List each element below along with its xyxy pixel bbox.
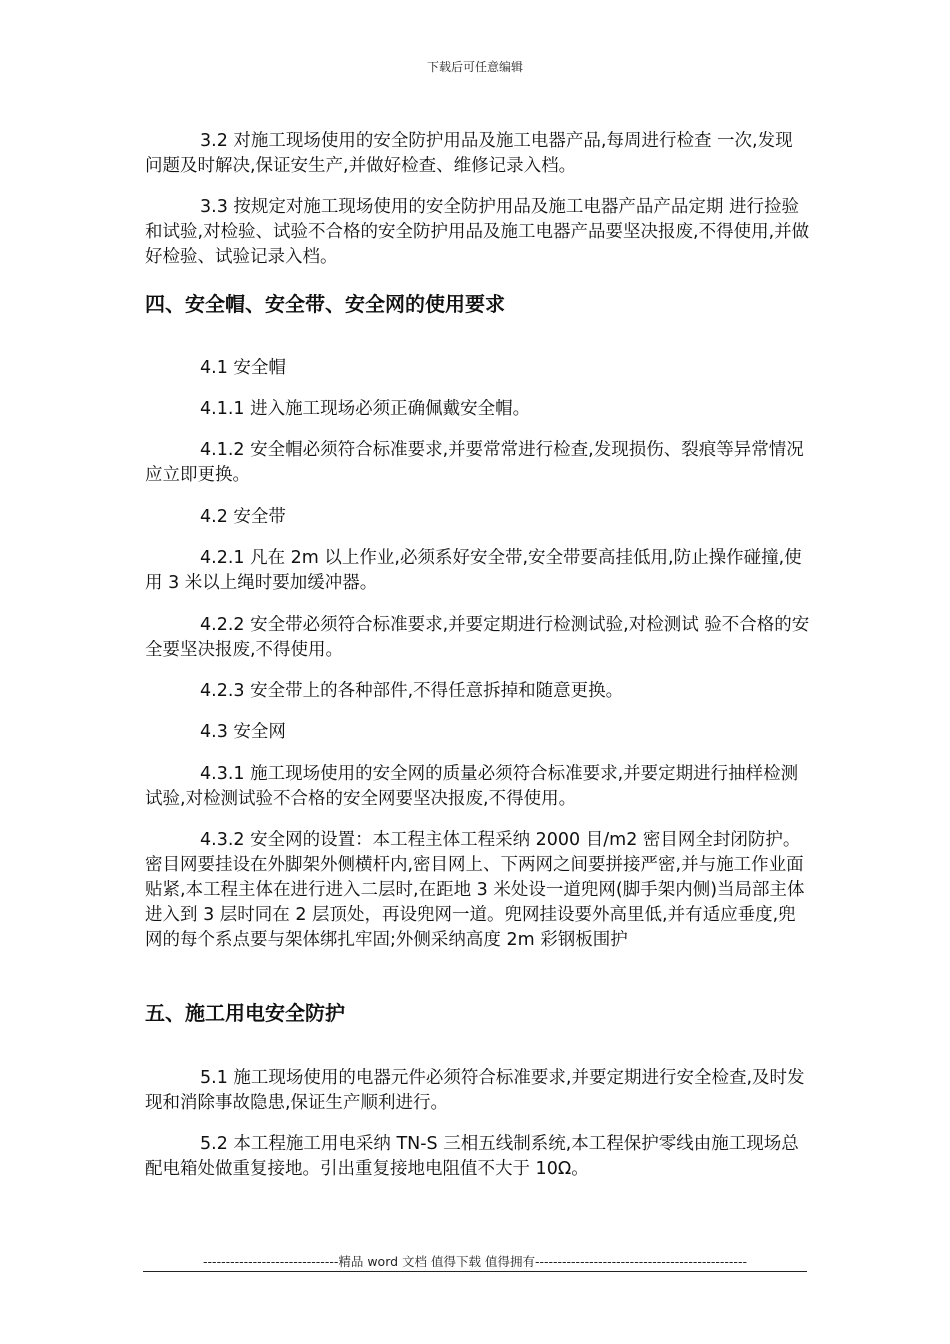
paragraph-4-3-2: 4.3.2 安全网的设置：本工程主体工程采纳 2000 目/m2 密目网全封闭防护。密目网要挂设在外脚架外侧横杆内,密目网上、下两网之间要拼接严密,并与施工作业面贴紧,本工程主体在进行进入二层时,在距地 3 米处设一道兜网(脚手架内侧)当局部主体进入到 3 层时同在 2 层顶处，再设兜网一道。兜网挂设要外高里低,并有适应垂度,兜网的每个系点要与架体绑扎牢固;外侧采纳高度 2m 彩钢板围护 <box>145 830 805 950</box>
footer-rule <box>143 1271 807 1272</box>
section-heading-4: 四、安全帽、安全带、安全网的使用要求 <box>145 292 505 316</box>
paragraph-4-3: 4.3 安全网 <box>200 722 286 742</box>
paragraph-4-1: 4.1 安全帽 <box>200 358 286 378</box>
paragraph-4-3-1: 4.3.1 施工现场使用的安全网的质量必须符合标准要求,并要定期进行抽样检测试验,对检测试验不合格的安全网要坚决报废,不得使用。 <box>145 764 799 809</box>
paragraph-3-2: 3.2 对施工现场使用的安全防护用品及施工电器产品,每周进行检查 一次,发现问题及时解决,保证安生产,并做好检查、维修记录入档。 <box>145 131 793 176</box>
paragraph-4-2-2: 4.2.2 安全带必须符合标准要求,并要定期进行检测试验,对检测试 验不合格的安全要坚决报废,不得使用。 <box>145 615 810 660</box>
page-header: 下载后可任意编辑 <box>426 60 523 74</box>
paragraph-4-2-3: 4.2.3 安全带上的各种部件,不得任意拆掉和随意更换。 <box>200 681 624 701</box>
paragraph-4-2-1: 4.2.1 凡在 2m 以上作业,必须系好安全带,安全带要高挂低用,防止操作碰撞,使用 3 米以上绳时要加缓冲器。 <box>145 548 802 593</box>
paragraph-4-1-1: 4.1.1 进入施工现场必须正确佩戴安全帽。 <box>200 399 531 419</box>
paragraph-3-3: 3.3 按规定对施工现场使用的安全防护用品及施工电器产品产品定期 进行捡验和试验,对检验、试验不合格的安全防护用品及施工电器产品要坚决报废,不得使用,并做好检验、试验记录入档。 <box>145 197 810 267</box>
paragraph-5-1: 5.1 施工现场使用的电器元件必须符合标准要求,并要定期进行安全检查,及时发现和消除事故隐患,保证生产顺利进行。 <box>145 1068 805 1113</box>
section-heading-5: 五、施工用电安全防护 <box>145 1001 345 1025</box>
paragraph-4-1-2: 4.1.2 安全帽必须符合标准要求,并要常常进行检查,发现损伤、裂痕等异常情况应立即更换。 <box>145 440 804 485</box>
page-footer: ------------------------------精品 word 文档 值得下载 值得拥有----------------------------------------------- <box>203 1254 747 1269</box>
paragraph-4-2: 4.2 安全带 <box>200 507 286 527</box>
paragraph-5-2: 5.2 本工程施工用电采纳 TN-S 三相五线制系统,本工程保护零线由施工现场总配电箱处做重复接地。引出重复接地电阻值不大于 10Ω。 <box>145 1134 799 1179</box>
